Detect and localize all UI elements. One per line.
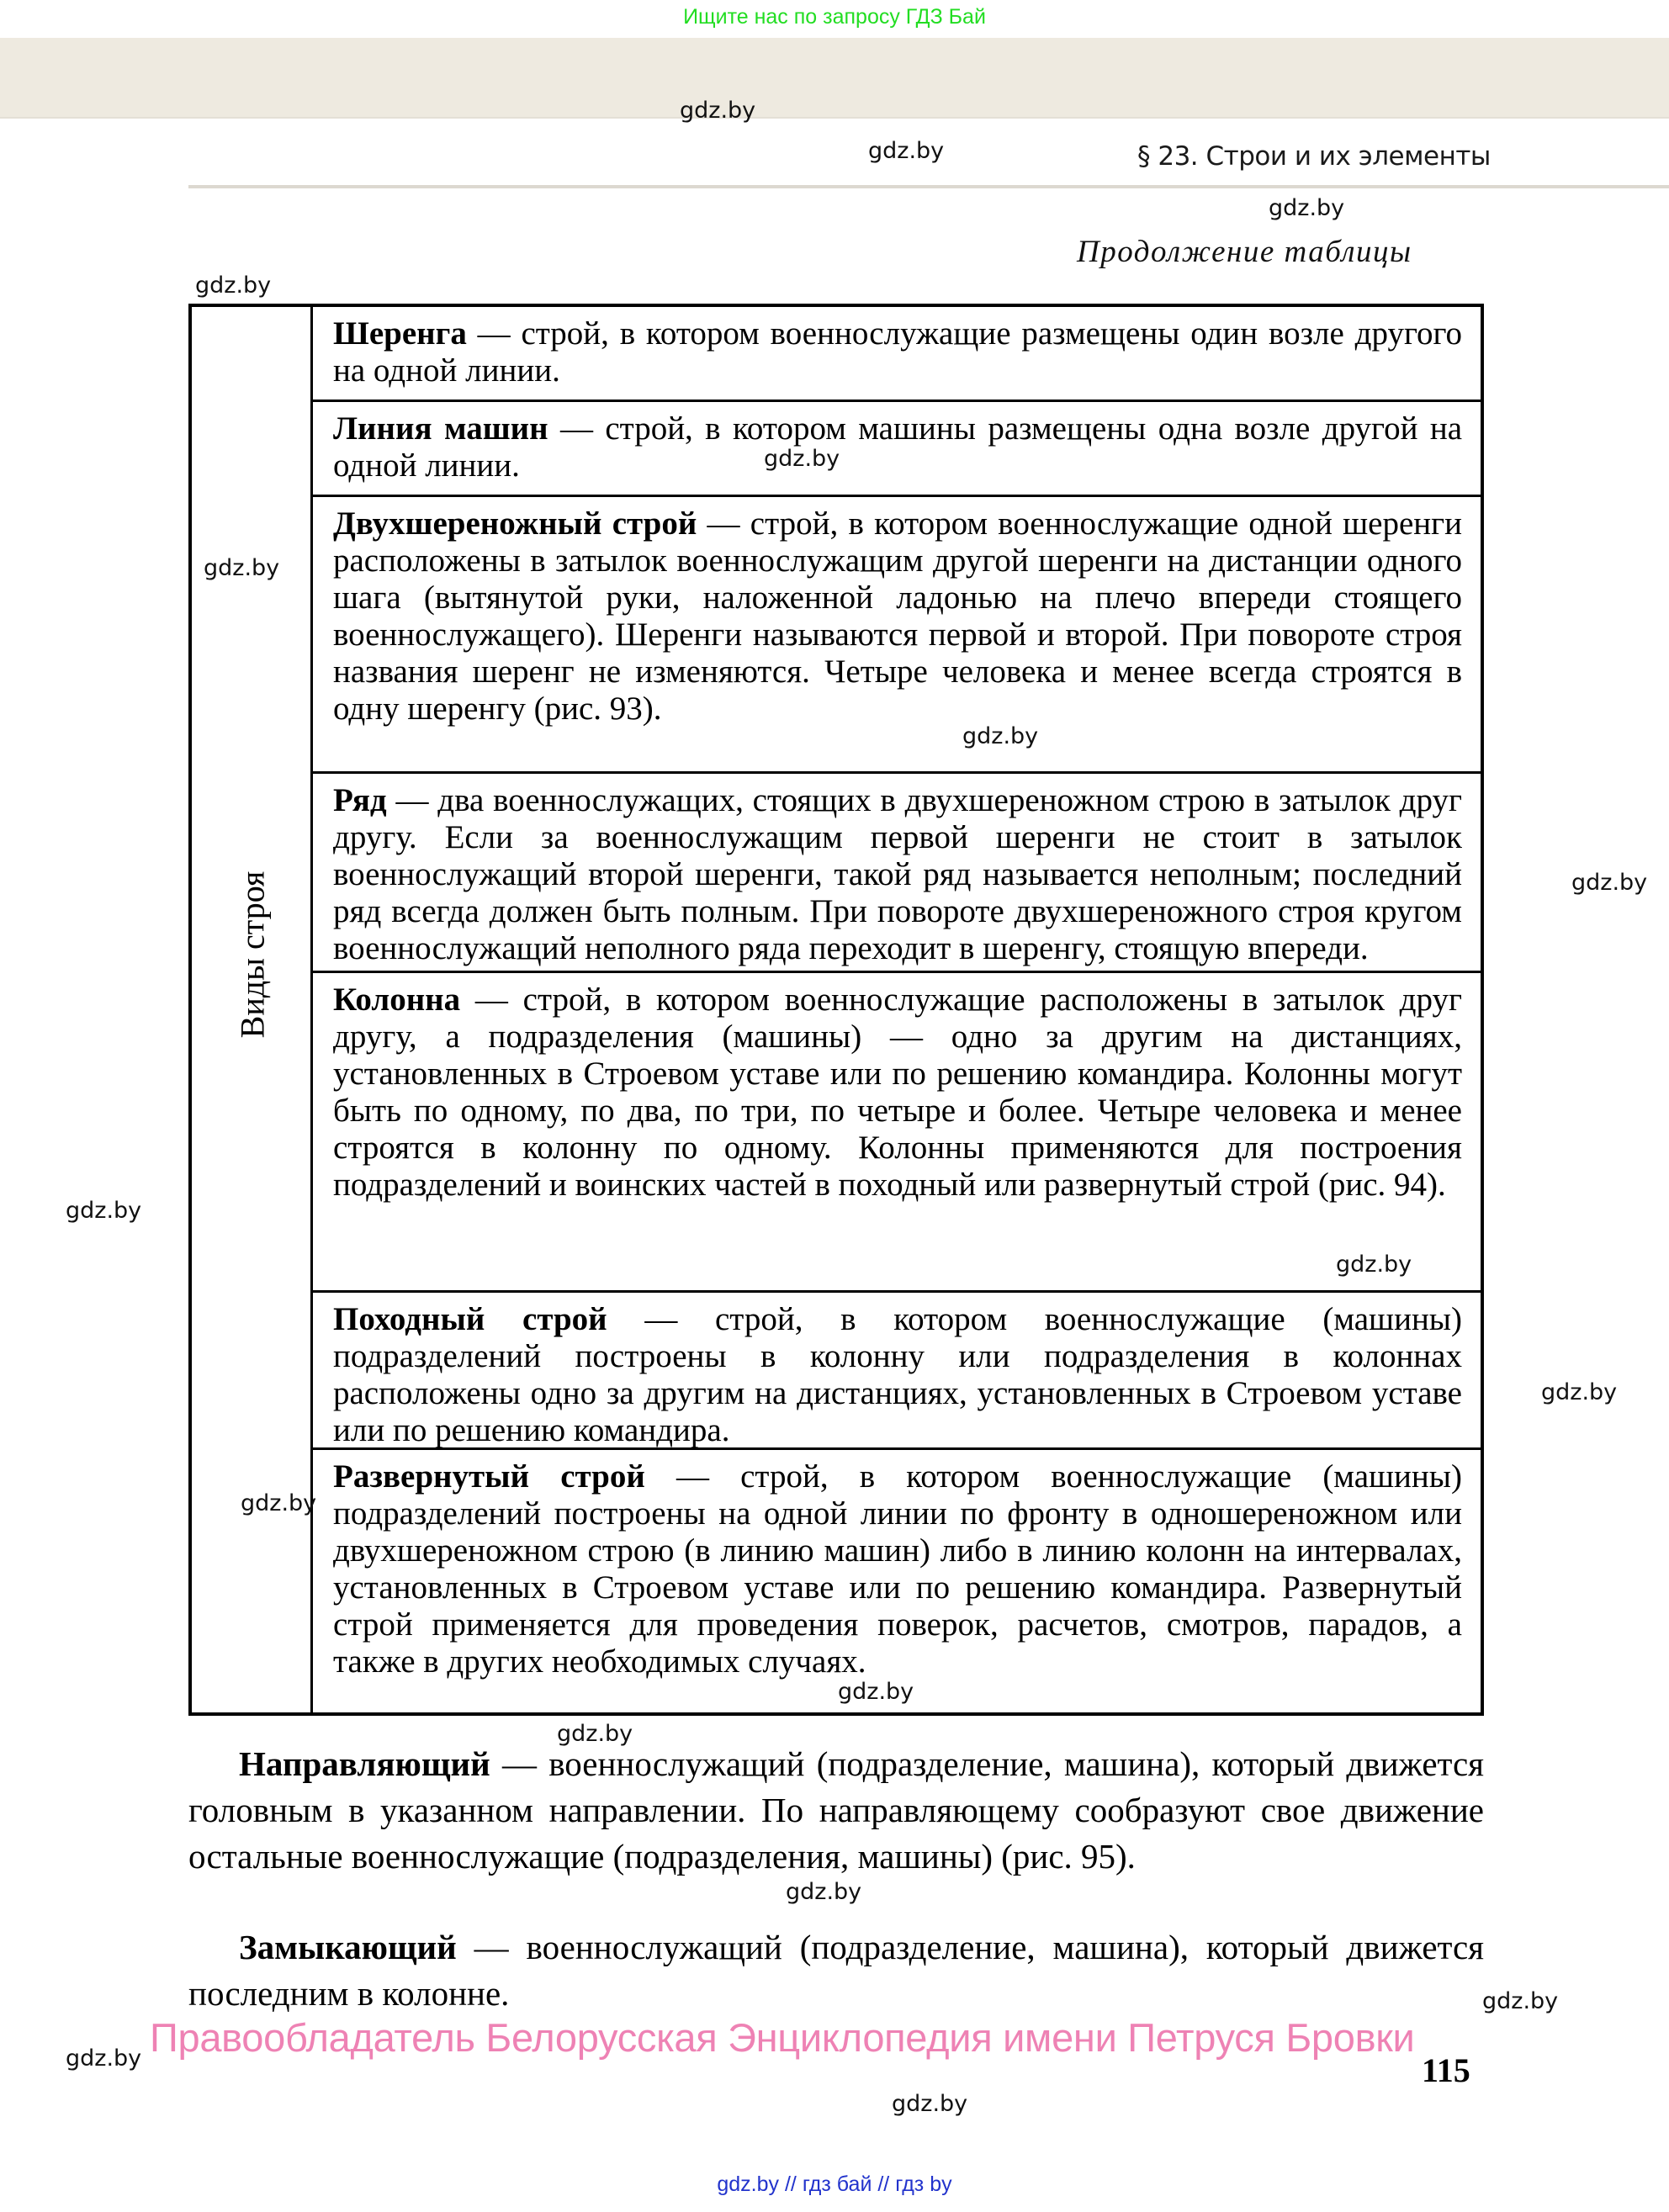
row-text: два военнослужащих, стоящих в двухшереножном строю в затылок друг другу. Если за военнослужащим первой шеренги не стоит в затылок военнослужащий второй шеренги, такой ряд называется неполным; последний ряд всегда должен быть полным. При повороте двухшереножного строя кругом военнослужащий неполного ряда переходит в шеренгу, стоящую впереди. [333,782,1463,966]
header-band [0,38,1669,119]
watermark: gdz.by [838,1679,914,1705]
watermark: gdz.by [66,2045,142,2072]
watermark: gdz.by [868,138,945,164]
top-banner: Ищите нас по запросу ГДЗ Бай [683,5,986,29]
watermark: gdz.by [1571,870,1648,896]
running-head: § 23. Строи и их элементы [1137,141,1491,172]
row-term: Ряд [333,782,387,818]
row-term: Двухшереножный строй [333,505,697,542]
header-divider [188,185,1669,188]
paragraph-term: Замыкающий [239,1928,457,1966]
continuation-label: Продолжение таблицы [1077,235,1412,269]
watermark: gdz.by [66,1198,142,1224]
row-term: Развернутый строй [333,1458,645,1495]
row-term: Походный строй [333,1301,607,1337]
row-text: строй, в котором военнослужащие расположены в затылок друг другу, а подразделения (машины) — одно за другим на дистанциях, установленных в Строевом уставе или по решению командира. Колонны могут быть по одному, по два, по три, по четыре и более. Четыре человека и менее строятся в колонну по одному. Колонны применяются для построения подразделений и воинских частей в походный или развернутый строй (рис. 94). [333,982,1463,1203]
row-text: строй, в котором машины размещены одна возле другой на одной линии. [333,410,1462,484]
table-row: Колонна — строй, в котором военнослужащие расположены в затылок друг другу, а подразделения (машины) — одно за другим на дистанциях, установленных в Строевом уставе или по решению командира. Колонны могут быть по одному, по два, по три, по четыре и более. Четыре человека и менее строятся в колонну по одному. Колонны применяются для построения подразделений и воинских частей в походный или развернутый строй (рис. 94). [313,973,1481,1293]
watermark: gdz.by [892,2091,968,2117]
watermark: gdz.by [1482,1988,1559,2014]
watermark: gdz.by [557,1721,633,1747]
watermark: gdz.by [241,1490,317,1516]
row-term: Колонна [333,982,461,1018]
paragraph-text: военнослужащий (подразделение, машина), который движется головным в указанном направлении. По направляющему сообразуют свое движение остальные военнослужащие (подразделения, машины) (рис. 95). [188,1744,1485,1876]
copyright-notice: Правообладатель Белорусская Энциклопедия имени Петруся Бровки [150,2015,1415,2060]
table-row: Походный строй — строй, в котором военнослужащие (машины) подразделений построены в колонну или подразделения в колоннах расположены одно за другим на дистанциях, установленных в Строевом уставе или по решению командира. [313,1293,1481,1450]
watermark: gdz.by [680,98,756,124]
watermark: gdz.by [195,273,272,299]
watermark: gdz.by [786,1879,862,1905]
row-text: строй, в котором военнослужащие размещены один возле другого на одной линии. [333,315,1462,389]
table-row: Развернутый строй — строй, в котором военнослужащие (машины) подразделений построены на одной линии по фронту в одношереножном или двухшереножном строю (в линию машин) либо в линию колонн на интервалах, установленных в Строевом уставе или по решению командира. Развернутый строй применяется для проведения поверок, расчетов, смотров, парадов, а также в других необходимых случаях. [333,1458,1462,1680]
row-text: строй, в котором военнослужащие одной шеренги расположены в затылок военнослужащим другой шеренги на дистанции одного шага (вытянутой руки, наложенной ладонью на плечо впереди стоящего военнослужащего). Шеренги называются первой и второй. При повороте строя названия шеренг не изменяются. Четыре человека и менее всегда строятся в одну шеренгу (рис. 93). [333,505,1462,727]
paragraph-napravlyayushchiy: Направляющий — военнослужащий (подразделение, машина), который движется головным в указанном направлении. По направляющему сообразуют свое движение остальные военнослужащие (подразделения, машины) (рис. 95). [188,1744,1485,1876]
watermark: gdz.by [962,723,1039,749]
table-row: Двухшереножный строй — строй, в котором военнослужащие одной шеренги расположены в затылок военнослужащим другой шеренги на дистанции одного шага (вытянутой руки, наложенной ладонью на плечо впереди стоящего военнослужащего). Шеренги называются первой и второй. При повороте строя названия шеренг не изменяются. Четыре человека и менее всегда строятся в одну шеренгу (рис. 93). [313,497,1481,774]
formation-types-table [188,304,1484,1716]
row-text: строй, в котором военнослужащие (машины) подразделений построены в колонну или подразделения в колоннах расположены одно за другим на дистанциях, установленных в Строевом уставе или по решению командира. [333,1301,1463,1448]
watermark: gdz.by [204,555,280,581]
page-number: 115 [1422,2051,1470,2089]
bottom-links[interactable]: gdz.by // гдз бай // гдз by [717,2172,952,2196]
watermark: gdz.by [764,446,840,472]
paragraph-zamykayushchiy: Замыкающий — военнослужащий (подразделение, машина), который движется последним в колонне. [188,1928,1485,2013]
row-term: Шеренга [333,315,467,352]
side-label: Виды строя [233,871,272,1039]
row-term: Линия машин [333,410,548,447]
table-row: Ряд — два военнослужащих, стоящих в двухшереножном строю в затылок друг другу. Если за военнослужащим первой шеренги не стоит в затылок военнослужащий второй шеренги, такой ряд называется неполным; последний ряд всегда должен быть полным. При повороте двухшереножного строя кругом военнослужащий неполного ряда переходит в шеренгу, стоящую впереди. [313,774,1481,973]
paragraph-text: военнослужащий (подразделение, машина), который движется последним в колонне. [188,1928,1485,2013]
paragraph-term: Направляющий [239,1744,490,1783]
table-row: Линия машин — строй, в котором машины размещены одна возле другой на одной линии. [313,402,1481,497]
row-text: строй, в котором военнослужащие (машины) подразделений построены на одной линии по фронту в одношереножном или двухшереножном строю (в линию машин) либо в линию колонн на интервалах, установленных в Строевом уставе или по решению командира. Развернутый строй применяется для проведения поверок, расчетов, смотров, парадов, а также в других необходимых случаях. [333,1458,1462,1680]
watermark: gdz.by [1269,195,1345,221]
watermark: gdz.by [1541,1379,1618,1405]
table-row: Шеренга — строй, в котором военнослужащие размещены один возле другого на одной линии. [313,307,1481,402]
watermark: gdz.by [1336,1252,1412,1278]
